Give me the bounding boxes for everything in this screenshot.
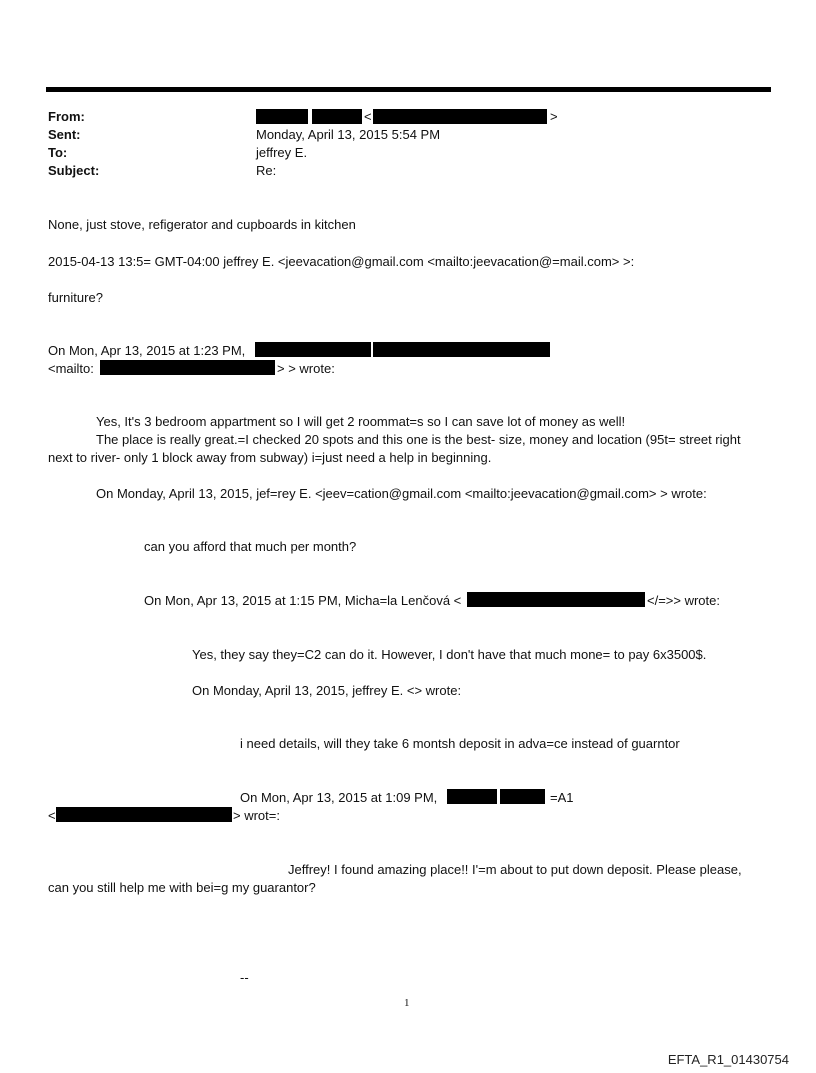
quote-line: Yes, they say they=C2 can do it. However, I don't have that much mone= to pay 6x3500$. [192, 647, 707, 662]
redaction-box [312, 109, 362, 124]
signature-separator: -- [240, 970, 249, 985]
body-line: next to river- only 1 block away from subway) i=just need a help in beginning. [48, 450, 492, 465]
redaction-box [467, 592, 645, 607]
quote-line: i need details, will they take 6 montsh deposit in adva=ce instead of guarntor [240, 736, 680, 751]
body-line: 2015-04-13 13:5= GMT-04:00 jeffrey E. <jeevacation@gmail.com <mailto:jeevacation@=mail.com> >: [48, 254, 635, 269]
quote-line: can you afford that much per month? [144, 539, 357, 554]
quote-line: > wrot=: [233, 808, 280, 823]
quote-line: Jeffrey! I found amazing place!! I'=m about to put down deposit. Please please, [288, 862, 742, 877]
subject-value: Re: [256, 163, 277, 178]
document-id: EFTA_R1_01430754 [667, 1052, 789, 1067]
header-rule [46, 87, 771, 92]
quote-line: < [48, 808, 56, 823]
sent-value: Monday, April 13, 2015 5:54 PM [256, 127, 441, 142]
redaction-box [447, 789, 497, 804]
redaction-box [373, 109, 547, 124]
redaction-box [256, 109, 308, 124]
redaction-box [500, 789, 545, 804]
subject-label: Subject: [48, 163, 100, 178]
quote-line: </=>> wrote: [647, 593, 720, 608]
body-line: On Mon, Apr 13, 2015 at 1:23 PM, [48, 343, 246, 358]
quote-line: On Monday, April 13, 2015, jef=rey E. <jeev=cation@gmail.com <mailto:jeevacation@gmail.com> > wrote: [96, 486, 707, 501]
redaction-box [56, 807, 232, 822]
quote-line: On Mon, Apr 13, 2015 at 1:15 PM, Micha=la Lenčová < [144, 593, 462, 608]
body-line: <mailto: [48, 361, 94, 376]
body-line: Yes, It's 3 bedroom appartment so I will get 2 roommat=s so I can save lot of money as well! [96, 414, 626, 429]
body-line: None, just stove, refigerator and cupboards in kitchen [48, 217, 356, 232]
quote-line: On Mon, Apr 13, 2015 at 1:09 PM, [240, 790, 438, 805]
from-angle-open: < [364, 109, 372, 124]
quote-line: =A1 [550, 790, 574, 805]
sent-label: Sent: [48, 127, 81, 142]
quote-line: On Monday, April 13, 2015, jeffrey E. <> wrote: [192, 683, 462, 698]
redaction-box [100, 360, 275, 375]
to-value: jeffrey E. [256, 145, 308, 160]
page-number: 1 [404, 997, 410, 1009]
body-line: The place is really great.=I checked 20 spots and this one is the best- size, money and location (95t= street right [96, 432, 741, 447]
redaction-box [373, 342, 550, 357]
redaction-box [255, 342, 371, 357]
quote-line: can you still help me with bei=g my guarantor? [48, 880, 316, 895]
from-label: From: [48, 109, 85, 124]
body-line: > > wrote: [277, 361, 335, 376]
to-label: To: [48, 145, 68, 160]
body-line: furniture? [48, 290, 103, 305]
from-angle-close: > [550, 109, 558, 124]
